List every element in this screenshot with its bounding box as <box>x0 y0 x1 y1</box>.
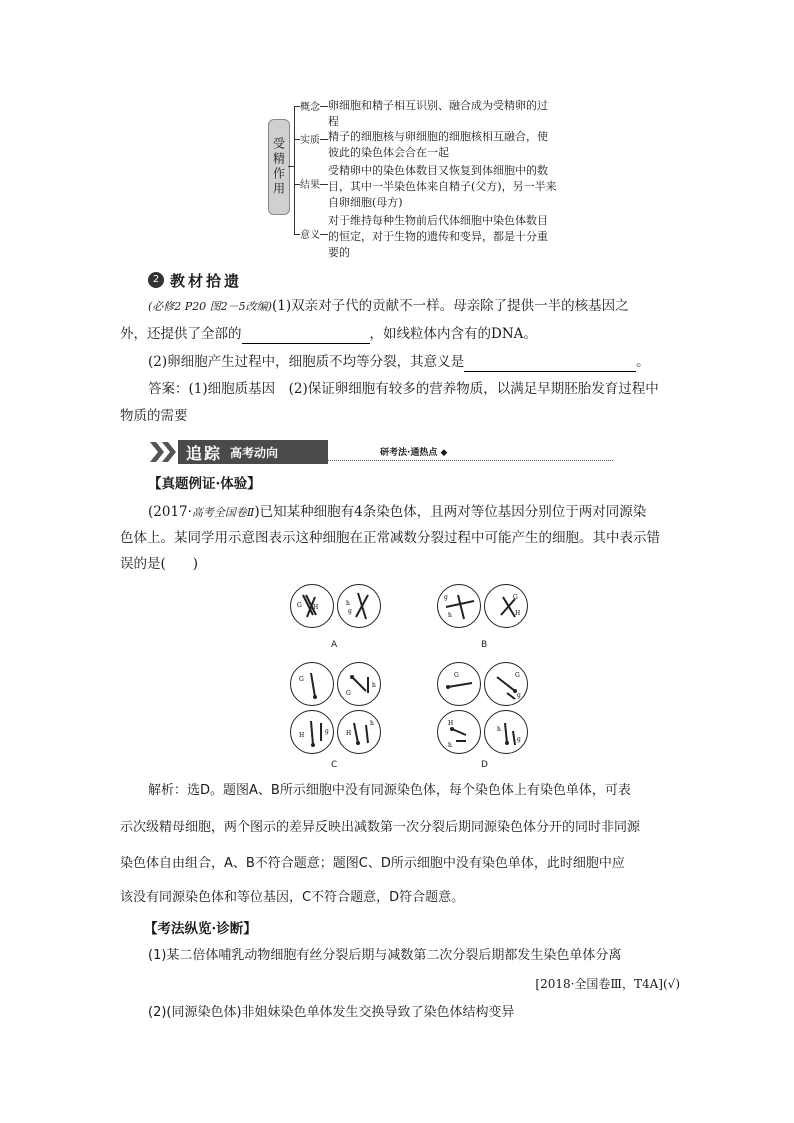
gene-label: H <box>299 732 305 739</box>
chromosome-drawing <box>438 711 482 755</box>
gene-label: H <box>515 610 521 617</box>
kaofa-item-1: (1)某二倍体哺乳动物细胞有丝分裂后期与减数第二次分裂后期都发生染色单体分离 <box>148 948 622 963</box>
question-text: 。 <box>636 354 650 370</box>
answer-line-1: 答案：(1)细胞质基因 (2)保证卵细胞有较多的营养物质，以满足早期胚胎发育过程中 <box>148 381 659 397</box>
chromosome-drawing <box>338 663 382 707</box>
figure-label: B <box>481 640 488 650</box>
question-text: ，如线粒体内含有的DNA。 <box>369 326 537 342</box>
figure-label: D <box>481 760 488 770</box>
gene-label: G <box>346 690 351 697</box>
gene-label: G <box>513 594 518 601</box>
question-text: 外，还提供了全部的 <box>120 326 242 342</box>
gene-label: g <box>444 594 448 601</box>
bracket-line <box>294 106 295 234</box>
analysis-line-3: 染色体自由组合，A、B不符合题意；题图C、D所示细胞中没有染色单体，此时细胞中应 <box>120 856 625 871</box>
significance-text: 对于维持每种生物前后代体细胞中染色体数目的恒定，对于生物的遗传和变异，都是十分重要的 <box>328 214 548 259</box>
question-1-line-2 <box>120 323 660 344</box>
chromosome-drawing <box>485 711 529 755</box>
gene-label: h <box>497 726 501 733</box>
chromosome-drawing <box>291 711 335 755</box>
kaofa-item-2: (2)(同源染色体)非姐妹染色单体发生交换导致了染色体结构变异 <box>148 1005 515 1020</box>
gene-label: G <box>299 676 304 683</box>
zhenti-heading: 【真题例证·体验】 <box>148 476 261 492</box>
arrow-line <box>320 234 328 235</box>
question-text: (1)双亲对子代的贡献不一样。母亲除了提供一半的核基因之 <box>271 298 629 314</box>
figure-label: A <box>331 640 338 650</box>
chromosome-drawing <box>438 585 482 629</box>
concept-text: 卵细胞和精子相互识别、融合成为受精卵的过程 <box>328 99 548 128</box>
banner-right-label: 研考法·通热点 <box>380 448 438 458</box>
cell-diagram <box>437 662 481 706</box>
kaofa-heading: 【考法纵览·诊断】 <box>144 921 257 937</box>
cell-diagram <box>337 584 381 628</box>
cell-diagram <box>290 584 334 628</box>
essence-text: 精子的细胞核与卵细胞的细胞核相互融合，使彼此的染色体会合在一起 <box>328 130 548 159</box>
analysis-line-1: 解析：选D。题图A、B所示细胞中没有同源染色体，每个染色体上有染色单体，可表 <box>148 783 631 798</box>
cell-diagram <box>337 710 381 754</box>
question-text: (2)卵细胞产生过程中，细胞质不均等分裂，其意义是 <box>148 354 465 370</box>
zhenti-line-3: 误的是( ) <box>120 556 199 572</box>
cell-diagram <box>290 710 334 754</box>
section-number-icon: 2 <box>148 272 164 288</box>
chromosome-drawing <box>338 711 382 755</box>
arrow-line <box>320 184 328 185</box>
gene-label: g <box>517 736 521 743</box>
cell-diagram <box>437 710 481 754</box>
analysis-line-4: 该没有同源染色体和等位基因，C不符合题意，D符合题意。 <box>120 890 465 905</box>
cell-diagram <box>290 662 334 706</box>
gene-label: G <box>515 672 520 679</box>
question-1-line-1 <box>148 296 668 317</box>
result-text: 受精卵中的染色体数目又恢复到体细胞中的数目，其中一半染色体来自精子(父方)，另一半来自卵细胞(母方) <box>328 164 557 209</box>
question-text: )已知某种细胞有4条染色体，且两对等位基因分别位于两对同源染 <box>254 504 647 520</box>
gene-label: h <box>448 612 452 619</box>
cell-diagram <box>484 584 528 628</box>
cell-diagram <box>484 662 528 706</box>
banner-right-text: 研考法·通热点 ◆ <box>380 448 448 458</box>
figure-label: C <box>331 760 338 770</box>
concept-map-main-node: 受精作用 <box>268 119 290 215</box>
chromosome-drawing <box>485 663 529 707</box>
gene-label: h <box>372 682 376 689</box>
section-title: 教材拾遗 <box>170 272 243 290</box>
gene-label: H <box>346 730 352 737</box>
gene-label: g <box>517 692 521 699</box>
question-source: (必修2 P20 图2－5改编) <box>148 300 272 313</box>
chromosome-drawing <box>338 585 382 629</box>
gene-label: G <box>454 672 459 679</box>
answer-line-2: 物质的需要 <box>120 408 188 424</box>
arrow-line <box>320 106 328 107</box>
exam-source: 高考全国卷Ⅱ <box>191 506 255 519</box>
cell-diagram <box>437 584 481 628</box>
zhenti-line-1 <box>148 502 678 523</box>
result-label: 结果 <box>300 180 320 191</box>
banner-subtitle: 高考动向 <box>230 445 279 460</box>
answer-blank <box>242 323 370 344</box>
answer-blank <box>464 351 636 372</box>
kaofa-item-1-source: [2018·全国卷Ⅲ，T4A](√) <box>535 977 680 991</box>
concept-label: 概念 <box>300 102 320 113</box>
chromosome-drawing <box>291 663 335 707</box>
gene-label: G <box>297 602 302 609</box>
banner-divider <box>328 460 613 462</box>
year: (2017· <box>148 504 192 520</box>
gene-label: H <box>448 720 454 727</box>
arrow-line <box>320 139 328 140</box>
analysis-line-2: 示次级精母细胞，两个图示的差异反映出减数第一次分裂后期同源染色体分开的同时非同源 <box>120 820 641 835</box>
gene-label: g <box>348 608 352 615</box>
significance-label: 意义 <box>300 230 320 241</box>
cell-diagram <box>337 662 381 706</box>
essence-label: 实质 <box>300 135 320 146</box>
gene-label: h <box>346 600 350 607</box>
banner-title-box <box>178 440 328 464</box>
section-banner <box>148 440 476 464</box>
chromosome-drawing <box>291 585 335 629</box>
question-2 <box>148 351 668 372</box>
gene-label: g <box>325 728 329 735</box>
banner-title: 追踪 <box>186 443 223 463</box>
double-chevron-icon <box>148 442 180 462</box>
cell-diagram <box>484 710 528 754</box>
zhenti-line-2: 色体上。某同学用示意图表示这种细胞在正常减数分裂过程中可能产生的细胞。其中表示错 <box>120 530 660 546</box>
gene-label: h <box>448 742 452 749</box>
chromosome-drawing <box>485 585 529 629</box>
gene-label: H <box>313 604 319 611</box>
chromosome-drawing <box>438 663 482 707</box>
gene-label: h <box>370 720 374 727</box>
